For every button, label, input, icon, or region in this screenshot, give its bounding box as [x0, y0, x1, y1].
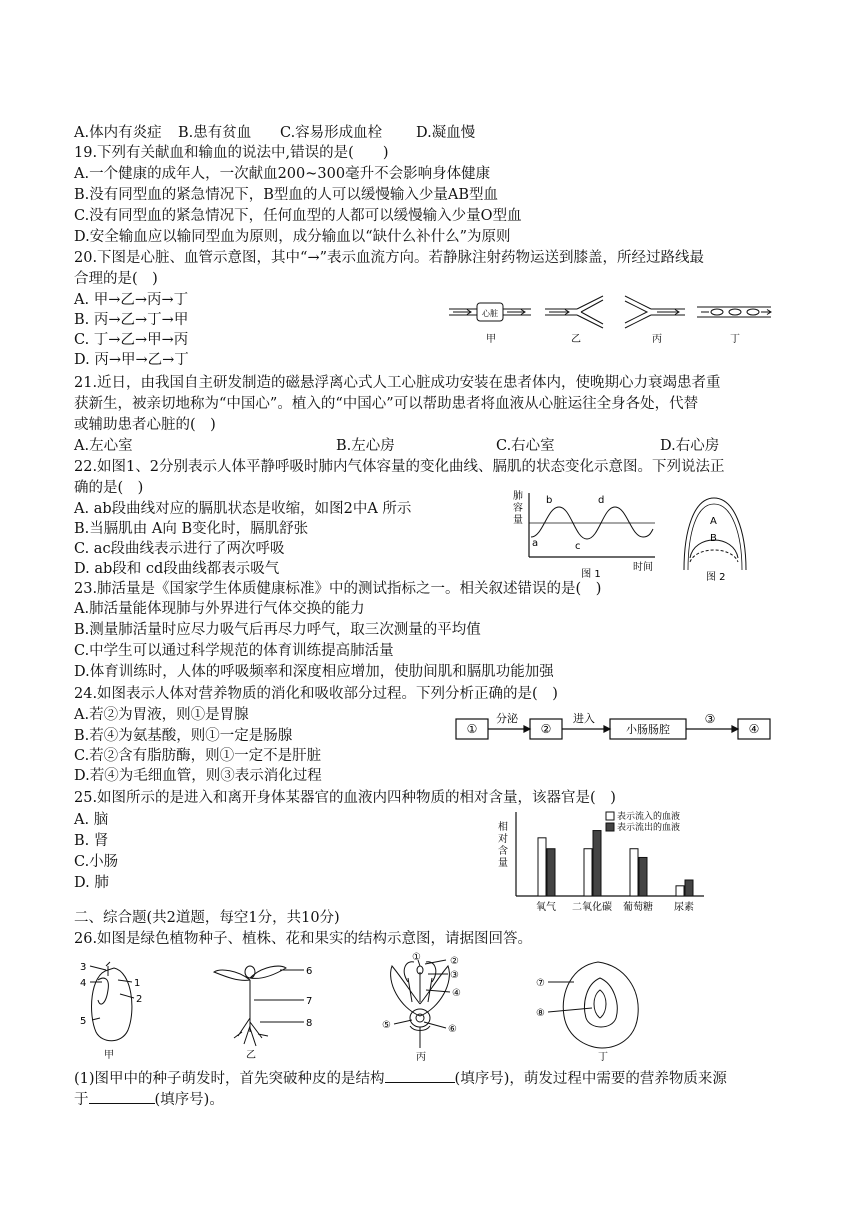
label-jia: 甲: [486, 334, 496, 345]
q23-stem: 23.肺活量是《国家学生体质健康标准》中的测试指标之一。相关叙述错误的是( ): [74, 581, 602, 597]
q19-option-a: A.一个健康的成年人，一次献血200~300毫升不会影响身体健康: [74, 166, 491, 182]
q26-blank-2[interactable]: [89, 1089, 155, 1104]
q26-sub1-text-2: (填序号)，萌发过程中需要的营养物质来源: [454, 1071, 727, 1087]
label-bing: 丙: [652, 334, 662, 345]
section-2-heading: 二、综合题(共2道题，每空1分，共10分): [74, 910, 340, 926]
figure-1-caption: 图 1: [581, 569, 601, 580]
q23-option-b: B.测量肺活量时应尽力吸气后再尽力呼气，取三次测量的平均值: [74, 622, 481, 638]
diaphragm-label-a: A: [710, 516, 717, 527]
bar-out-2: [639, 857, 647, 896]
q19-option-c: C.没有同型血的紧急情况下，任何血型的人都可以缓慢输入少量O型血: [74, 208, 522, 224]
legend-swatch-in: [606, 812, 614, 820]
q24-flow-diagram: [450, 710, 780, 744]
q26-sub1-text-3: 于: [74, 1092, 89, 1108]
q20-option-c: C. 丁→乙→甲→丙: [74, 332, 189, 348]
bar-out-1: [593, 831, 601, 896]
q19-option-b: B.没有同型血的紧急情况下，B型血的人可以缓慢输入少量AB型血: [74, 187, 499, 203]
q20-option-d: D. 丙→甲→乙→丁: [74, 352, 189, 368]
q25-stem: 25.如图所示的是进入和离开身体某器官的血液内四种物质的相对含量，该器官是( ): [74, 790, 616, 806]
category-label-1: 二氧化碳: [572, 902, 612, 913]
flower-num-4: ④: [452, 988, 461, 999]
q22-figure-1: [505, 485, 665, 581]
q20-option-b: B. 丙→乙→丁→甲: [74, 312, 189, 328]
q25-option-a: A. 脑: [74, 812, 109, 828]
q24-option-b: B.若④为氨基酸，则①一定是肠腺: [74, 728, 293, 744]
q26-sub1-cont: [74, 1089, 224, 1110]
seed-num-1: 1: [134, 978, 141, 989]
chart-ylabel-char-3: 量: [498, 858, 508, 869]
q20-figure: [445, 290, 785, 346]
flower-num-1: ①: [412, 952, 421, 963]
diaphragm-label-b: B: [710, 533, 717, 544]
flow-label-1: ①: [466, 722, 478, 736]
q18-option-b: B.患有贫血: [178, 125, 252, 141]
q26-figure: [70, 952, 790, 1064]
q22-option-c: C. ac段曲线表示进行了两次呼吸: [74, 541, 285, 557]
ylabel-1: 肺: [513, 491, 523, 502]
fig-label-yi: 乙: [246, 1050, 256, 1061]
ylabel-3: 量: [513, 515, 523, 526]
arrow-label-3: ③: [704, 712, 716, 726]
plant-num-7: 7: [306, 996, 313, 1007]
q26-blank-1[interactable]: [385, 1068, 455, 1083]
q26-sub1: [74, 1068, 727, 1089]
capillary-vessel: [697, 307, 771, 317]
point-a: a: [532, 538, 539, 549]
point-d: d: [598, 495, 605, 506]
seed-num-4: 4: [80, 978, 87, 989]
q22-option-d: D. ab段和 cd段曲线都表示吸气: [74, 561, 280, 577]
q26-stem: 26.如图是绿色植物种子、植株、花和果实的结构示意图，请据图回答。: [74, 931, 533, 947]
q19-option-d: D.安全输血应以输同型血为原则，成分输血以“缺什么补什么”为原则: [74, 229, 511, 245]
label-ding: 丁: [730, 334, 740, 345]
flow-label-4: ④: [748, 722, 760, 736]
category-label-3: 尿素: [674, 902, 694, 913]
converging-vessel: [625, 296, 685, 328]
fruit-diagram: [548, 962, 638, 1048]
q21-option-c: C.右心室: [496, 438, 555, 454]
fig-label-bing: 丙: [416, 1052, 426, 1063]
q21-stem-cont: 获新生，被亲切地称为“中国心”。植入的“中国心”可以帮助患者将血液从心脏运往全身各处，代替: [74, 396, 699, 412]
diaphragm-b: [690, 550, 738, 562]
flower-diagram: [391, 960, 450, 1048]
plant-num-6: 6: [306, 966, 313, 977]
ylabel-2: 容: [513, 503, 523, 514]
seedling-diagram: [214, 966, 304, 1046]
bar-out-0: [547, 849, 555, 896]
q21-stem: 21.近日，由我国自主研发制造的磁悬浮离心式人工心脏成功安装在患者体内，使晚期心力衰竭患者重: [74, 375, 721, 391]
legend-label-out: 表示流出的血液: [617, 823, 681, 833]
q23-option-d: D.体育训练时，人体的呼吸频率和深度相应增加，使肋间肌和膈肌功能加强: [74, 664, 554, 680]
bar-in-0: [538, 838, 546, 896]
label-yi: 乙: [571, 334, 581, 345]
q21-stem-cont2: 或辅助患者心脏的( ): [74, 417, 216, 433]
q22-figure-2: [676, 490, 756, 582]
q18-option-a: A.体内有炎症: [74, 125, 162, 141]
fig-label-jia: 甲: [104, 1050, 114, 1061]
q26-sub1-text-1: (1)图甲中的种子萌发时，首先突破种皮的是结构: [74, 1071, 385, 1087]
q24-stem: 24.如图表示人体对营养物质的消化和吸收部分过程。下列分析正确的是( ): [74, 686, 558, 702]
point-b: b: [546, 495, 553, 506]
fruit-num-8: ⑧: [536, 1008, 545, 1019]
x-axis-label: 时间: [633, 562, 653, 573]
fig-label-ding: 丁: [598, 1052, 608, 1063]
q20-option-a: A. 甲→乙→丙→丁: [74, 292, 189, 308]
category-label-2: 葡萄糖: [623, 902, 653, 913]
q26-sub1-text-4: (填序号)。: [154, 1092, 224, 1108]
category-label-0: 氧气: [536, 902, 556, 913]
legend-swatch-out: [606, 823, 614, 831]
q20-stem: 20.下图是心脏、血管示意图，其中“→”表示血流方向。若静脉注射药物运送到膝盖，所经过路线最: [74, 250, 705, 266]
q21-option-b: B.左心房: [336, 438, 395, 454]
q21-options: [74, 436, 719, 456]
bar-out-3: [685, 880, 693, 896]
q25-option-c: C.小肠: [74, 854, 119, 870]
q24-option-d: D.若④为毛细血管，则③表示消化过程: [74, 768, 322, 784]
chart-ylabel-char-0: 相: [498, 822, 508, 833]
seed-diagram: [90, 962, 134, 1041]
q19-stem: 19.下列有关献血和输血的说法中,错误的是( ): [74, 145, 389, 161]
q25-option-b: B. 肾: [74, 833, 109, 849]
flow-label-3: 小肠肠腔: [626, 723, 670, 736]
plant-num-8: 8: [306, 1018, 313, 1029]
figure-2-caption: 图 2: [706, 572, 726, 582]
seed-num-5: 5: [80, 1016, 87, 1027]
q23-option-a: A.肺活量能体现肺与外界进行气体交换的能力: [74, 601, 365, 617]
point-c: c: [575, 541, 581, 552]
q22-option-a: A. ab段曲线对应的膈肌状态是收缩，如图2中A 所示: [74, 501, 412, 517]
bar-in-1: [584, 849, 592, 896]
arrow-label-enter: 进入: [573, 712, 595, 725]
seed-num-2: 2: [136, 994, 143, 1005]
flower-num-3: ③: [450, 970, 459, 981]
branching-vessel: [545, 296, 603, 328]
bar-in-2: [630, 849, 638, 896]
q18-option-d: D.凝血慢: [416, 125, 476, 141]
q18-options: [74, 123, 475, 143]
q25-option-d: D. 肺: [74, 875, 109, 891]
seed-num-3: 3: [80, 962, 87, 973]
legend-label-in: 表示流入的血液: [617, 812, 681, 822]
bar-in-3: [676, 886, 684, 896]
chart-ylabel-char-1: 对: [498, 834, 508, 845]
arrow-label-secrete: 分泌: [496, 712, 518, 725]
q24-option-c: C.若②含有脂肪酶，则①一定不是肝脏: [74, 748, 322, 764]
fruit-num-7: ⑦: [536, 978, 545, 989]
flower-num-6: ⑥: [448, 1024, 457, 1035]
chart-ylabel-char-2: 含: [498, 846, 508, 857]
flower-num-5: ⑤: [382, 1020, 391, 1031]
q25-bar-chart: [490, 806, 720, 916]
q18-option-c: C.容易形成血栓: [280, 125, 383, 141]
q22-option-b: B.当膈肌由 A向 B变化时，膈肌舒张: [74, 521, 309, 537]
flow-label-2: ②: [540, 722, 552, 736]
q24-option-a: A.若②为胃液，则①是胃腺: [74, 707, 249, 723]
q22-stem-cont: 确的是( ): [74, 480, 144, 496]
q22-stem: 22.如图1、2分别表示人体平静呼吸时肺内气体容量的变化曲线、膈肌的状态变化示意图。下列说法正: [74, 459, 725, 475]
heart-label: 心脏: [482, 309, 498, 318]
flower-num-2: ②: [450, 956, 459, 967]
q21-option-d: D.右心房: [660, 438, 720, 454]
q20-stem-cont: 合理的是( ): [74, 271, 158, 287]
q23-option-c: C.中学生可以通过科学规范的体育训练提高肺活量: [74, 643, 394, 659]
q21-option-a: A.左心室: [74, 438, 133, 454]
